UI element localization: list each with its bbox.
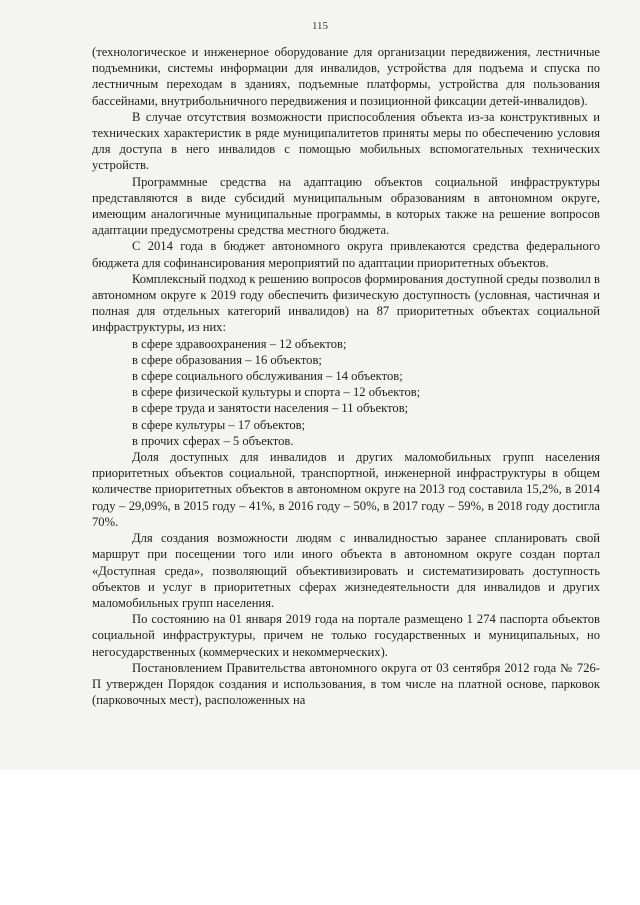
page-number: 115 bbox=[311, 20, 329, 32]
list-item: в прочих сферах – 5 объектов. bbox=[132, 433, 294, 448]
page-body bbox=[92, 44, 600, 708]
paragraph-portal-passports: По состоянию на 01 января 2019 года на портале размещено 1 274 паспорта объектов социальной инфраструктуры, причем не только государственных и муниципальных, но негосударственных (коммерческих и некоммерческих). bbox=[92, 612, 600, 659]
paragraph-mobile-devices: В случае отсутствия возможности приспособления объекта из-за конструктивных и технических характеристик в ряде муниципалитетов приняты меры по обеспечению условия для доступа в него инвалидов с помощью мобильных вспомогательных технических устройств. bbox=[92, 109, 600, 173]
paragraph-accessibility-share: Доля доступных для инвалидов и других маломобильных групп населения приоритетных объектов социальной, транспортной, инженерной инфраструктуры в общем количестве приоритетных объектов в автономном округе на 2013 год составила 15,2%, в 2014 году – 29,09%, в 2015 году – 41%, в 2016 году – 50%, в 2017 году – 59%, в 2018 году достигла 70%. bbox=[92, 450, 600, 529]
list-item: в сфере социального обслуживания – 14 объектов; bbox=[132, 369, 403, 384]
paragraph-program-funding: Программные средства на адаптацию объектов социальной инфраструктуры представляются в виде субсидий муниципальным образованиям в автономном округе, имеющим аналогичные муниципальные программы, в которых также на решение вопросов адаптации предусмотрены средства местного бюджета. bbox=[92, 174, 600, 238]
paragraph-complex-approach: Комплексный подход к решению вопросов формирования доступной среды позволил в автономном округе к 2019 году обеспечить физическую доступность (условная, частичная и полная для отдельных категорий инвалидов) на 87 приоритетных объектах социальной инфраструктуры, из них: bbox=[92, 271, 600, 335]
list-item: в сфере здравоохранения – 12 объектов; bbox=[132, 336, 347, 351]
list-item: в сфере труда и занятости населения – 11 объектов; bbox=[132, 401, 409, 416]
list-item: в сфере физической культуры и спорта – 12 объектов; bbox=[132, 385, 421, 400]
list-item: в сфере культуры – 17 объектов; bbox=[132, 417, 306, 432]
paragraph-federal-budget: С 2014 года в бюджет автономного округа привлекаются средства федерального бюджета для софинансирования мероприятий по адаптации приоритетных объектов. bbox=[92, 239, 600, 270]
paragraph-parking-resolution: Постановлением Правительства автономного округа от 03 сентября 2012 года № 726-П утвержден Порядок создания и использования, в том числе на платной основе, парковок (парковочных мест), расположенных на bbox=[92, 660, 600, 708]
list-item: в сфере образования – 16 объектов; bbox=[132, 352, 322, 367]
paragraph-equipment-list: (технологическое и инженерное оборудование для организации передвижения, лестничные подъемники, системы информации для инвалидов, устройства для подъема и спуска по лестничным переходам в зданиях, подъемные платформы, устройства для пользования бассейнами, внутрибольничного передвижения и позиционной фиксации детей-инвалидов). bbox=[92, 45, 600, 108]
paragraph-portal: Для создания возможности людям с инвалидностью заранее спланировать свой маршрут при посещении того или иного объекта в автономном округе создан портал «Доступная среда», позволяющий объективизировать и систематизировать доступность объектов и услуг в приоритетных сферах жизнедеятельности для инвалидов и других маломобильных групп населения. bbox=[92, 531, 600, 610]
facilities-by-sector-list bbox=[92, 336, 600, 449]
